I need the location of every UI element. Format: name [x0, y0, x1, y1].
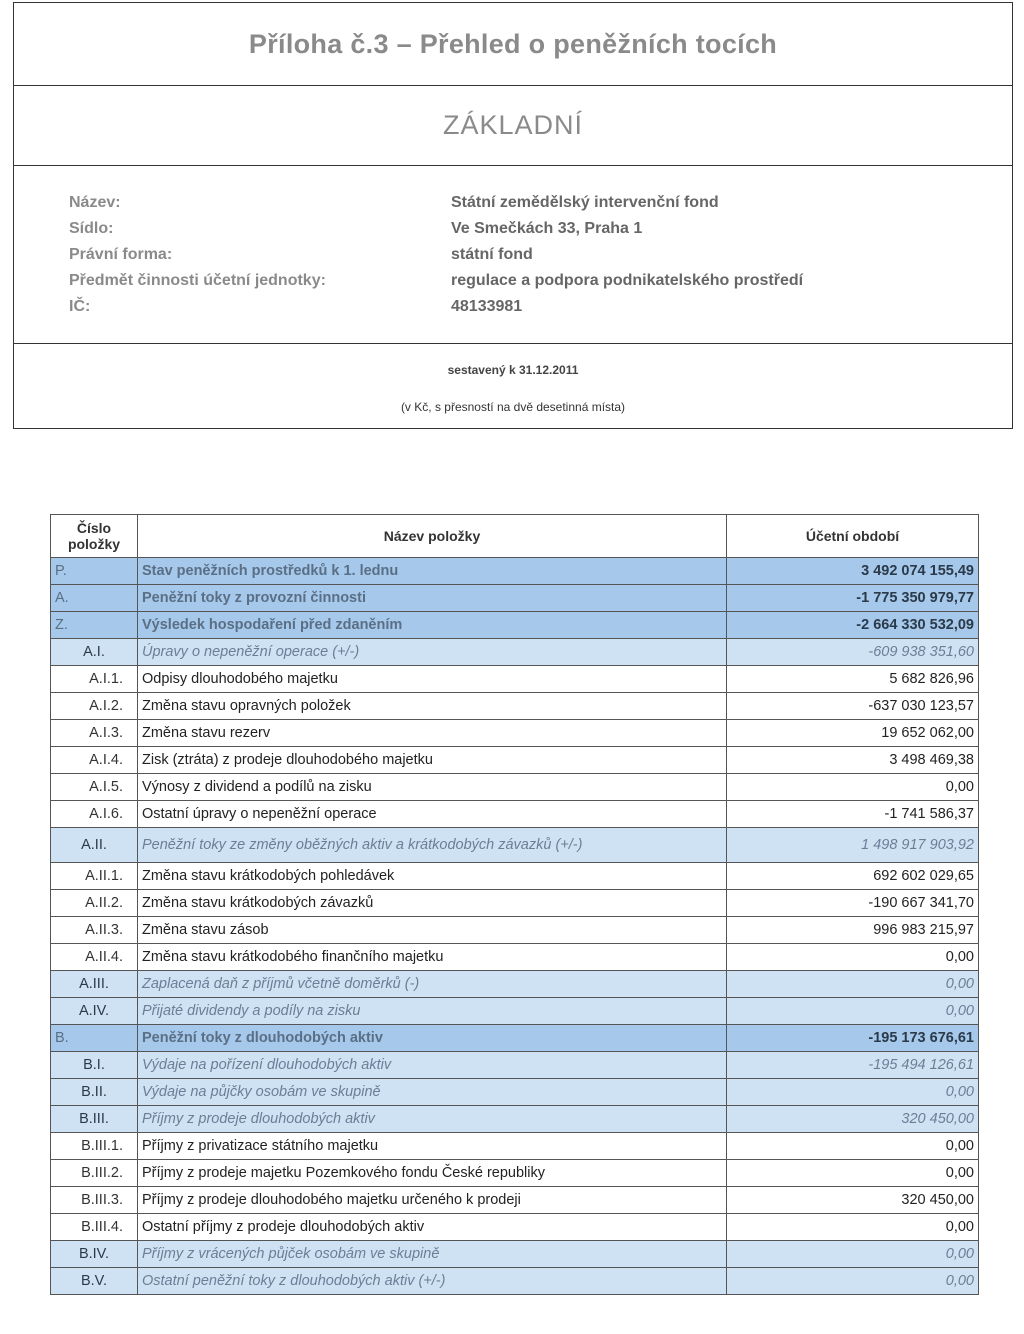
row-value: -195 494 126,61 [727, 1052, 979, 1079]
row-number: A.IV. [51, 998, 138, 1025]
row-name: Změna stavu rezerv [138, 720, 727, 747]
row-name: Přijaté dividendy a podíly na zisku [138, 998, 727, 1025]
info-row-id [14, 298, 1012, 324]
row-number: B. [51, 1025, 138, 1052]
table-header-row [51, 515, 979, 558]
row-value: 0,00 [727, 1079, 979, 1106]
row-name: Stav peněžních prostředků k 1. lednu [138, 558, 727, 585]
row-name: Příjmy z prodeje dlouhodobých aktiv [138, 1106, 727, 1133]
row-value: 0,00 [727, 774, 979, 801]
table-row [51, 1268, 979, 1295]
table-row [51, 1187, 979, 1214]
row-number: A.II.1. [51, 863, 138, 890]
info-label: IČ: [69, 298, 91, 315]
row-number: Z. [51, 612, 138, 639]
info-row-legal-form [14, 246, 1012, 272]
row-value: 320 450,00 [727, 1187, 979, 1214]
table-row [51, 917, 979, 944]
row-name: Peněžní toky ze změny oběžných aktiv a krátkodobých závazků (+/-) [138, 828, 727, 863]
table-row [51, 585, 979, 612]
row-number: A.II.4. [51, 944, 138, 971]
info-label: Předmět činnosti účetní jednotky: [69, 272, 326, 289]
row-number: B.III.3. [51, 1187, 138, 1214]
row-value: 320 450,00 [727, 1106, 979, 1133]
row-number: B.III.2. [51, 1160, 138, 1187]
row-name: Úpravy o nepeněžní operace (+/-) [138, 639, 727, 666]
row-number: B.III.1. [51, 1133, 138, 1160]
info-row-activity [14, 272, 1012, 298]
row-number: P. [51, 558, 138, 585]
row-value: -1 775 350 979,77 [727, 585, 979, 612]
table-row [51, 639, 979, 666]
row-name: Příjmy z prodeje dlouhodobého majetku určeného k prodeji [138, 1187, 727, 1214]
table-row [51, 1106, 979, 1133]
row-value: -190 667 341,70 [727, 890, 979, 917]
row-name: Zisk (ztráta) z prodeje dlouhodobého majetku [138, 747, 727, 774]
table-row [51, 801, 979, 828]
report-kind: ZÁKLADNÍ [442, 109, 584, 140]
row-number: A.II.3. [51, 917, 138, 944]
row-name: Změna stavu krátkodobého finančního majetku [138, 944, 727, 971]
row-value: -195 173 676,61 [727, 1025, 979, 1052]
row-value: -1 741 586,37 [727, 801, 979, 828]
period-section [14, 343, 1012, 429]
info-row-seat [14, 220, 1012, 246]
kind-section [14, 85, 1012, 166]
row-number: B.V. [51, 1268, 138, 1295]
row-value: -637 030 123,57 [727, 693, 979, 720]
row-value: 0,00 [727, 1241, 979, 1268]
table-row [51, 1160, 979, 1187]
table-row [51, 1214, 979, 1241]
table-row [51, 558, 979, 585]
row-name: Zaplacená daň z příjmů včetně doměrků (-) [138, 971, 727, 998]
row-value: 0,00 [727, 1160, 979, 1187]
table-row [51, 720, 979, 747]
row-name: Ostatní úpravy o nepeněžní operace [138, 801, 727, 828]
row-number: A.I.3. [51, 720, 138, 747]
units-note: (v Kč, s přesností na dvě desetinná místa) [400, 400, 626, 414]
row-value: 0,00 [727, 1133, 979, 1160]
row-number: A.III. [51, 971, 138, 998]
info-value: státní fond [451, 246, 533, 263]
row-number: A.I.1. [51, 666, 138, 693]
table-row [51, 998, 979, 1025]
row-value: 996 983 215,97 [727, 917, 979, 944]
header-number: Číslo položky [51, 515, 138, 558]
table-row [51, 1241, 979, 1268]
info-row-name [14, 194, 1012, 220]
info-value: 48133981 [451, 298, 523, 315]
row-name: Změna stavu zásob [138, 917, 727, 944]
row-number: B.II. [51, 1079, 138, 1106]
row-number: A.I. [51, 639, 138, 666]
row-number: A.I.5. [51, 774, 138, 801]
row-value: 19 652 062,00 [727, 720, 979, 747]
table-row [51, 971, 979, 998]
row-value: 3 492 074 155,49 [727, 558, 979, 585]
table-row [51, 944, 979, 971]
row-number: A. [51, 585, 138, 612]
info-label: Právní forma: [69, 246, 173, 263]
period-date: sestavený k 31.12.2011 [447, 363, 579, 377]
row-name: Změna stavu opravných položek [138, 693, 727, 720]
row-number: A.II.2. [51, 890, 138, 917]
table-row [51, 1025, 979, 1052]
table-row [51, 890, 979, 917]
page-title: Příloha č.3 – Přehled o peněžních tocích [248, 28, 778, 59]
header-value: Účetní období [727, 515, 979, 558]
table-row [51, 774, 979, 801]
row-number: A.I.6. [51, 801, 138, 828]
row-name: Výdaje na pořízení dlouhodobých aktiv [138, 1052, 727, 1079]
row-name: Příjmy z privatizace státního majetku [138, 1133, 727, 1160]
row-value: 3 498 469,38 [727, 747, 979, 774]
table-row [51, 828, 979, 863]
row-name: Výnosy z dividend a podílů na zisku [138, 774, 727, 801]
table-row [51, 666, 979, 693]
row-name: Příjmy z vrácených půjček osobám ve skupině [138, 1241, 727, 1268]
table-row [51, 863, 979, 890]
table-row [51, 1133, 979, 1160]
row-number: B.I. [51, 1052, 138, 1079]
row-number: A.I.2. [51, 693, 138, 720]
row-name: Peněžní toky z dlouhodobých aktiv [138, 1025, 727, 1052]
row-value: 0,00 [727, 1214, 979, 1241]
row-value: 0,00 [727, 971, 979, 998]
table-body [51, 558, 979, 1295]
row-name: Peněžní toky z provozní činnosti [138, 585, 727, 612]
row-name: Odpisy dlouhodobého majetku [138, 666, 727, 693]
info-value: regulace a podpora podnikatelského prostředí [451, 272, 804, 289]
table-row [51, 693, 979, 720]
info-value: Ve Smečkách 33, Praha 1 [451, 220, 643, 237]
row-name: Výsledek hospodaření před zdaněním [138, 612, 727, 639]
row-name: Změna stavu krátkodobých závazků [138, 890, 727, 917]
table-row [51, 1052, 979, 1079]
row-value: 1 498 917 903,92 [727, 828, 979, 863]
report-header [13, 2, 1013, 429]
row-number: B.III.4. [51, 1214, 138, 1241]
row-value: -2 664 330 532,09 [727, 612, 979, 639]
table-row [51, 747, 979, 774]
row-value: 0,00 [727, 944, 979, 971]
table-row [51, 1079, 979, 1106]
row-name: Změna stavu krátkodobých pohledávek [138, 863, 727, 890]
row-name: Ostatní příjmy z prodeje dlouhodobých aktiv [138, 1214, 727, 1241]
row-number: B.IV. [51, 1241, 138, 1268]
row-number: B.III. [51, 1106, 138, 1133]
title-section [14, 3, 1012, 86]
cash-flow-table [50, 514, 979, 1295]
row-name: Ostatní peněžní toky z dlouhodobých aktiv (+/-) [138, 1268, 727, 1295]
table-row [51, 612, 979, 639]
info-value: Státní zemědělský intervenční fond [451, 194, 719, 211]
info-label: Sídlo: [69, 220, 114, 237]
row-name: Příjmy z prodeje majetku Pozemkového fondu České republiky [138, 1160, 727, 1187]
row-name: Výdaje na půjčky osobám ve skupině [138, 1079, 727, 1106]
header-name: Název položky [138, 515, 727, 558]
info-label: Název: [69, 194, 121, 211]
row-value: 5 682 826,96 [727, 666, 979, 693]
row-value: 0,00 [727, 998, 979, 1025]
row-value: 0,00 [727, 1268, 979, 1295]
row-number: A.II. [51, 828, 138, 863]
entity-info [14, 165, 1012, 344]
row-value: -609 938 351,60 [727, 639, 979, 666]
row-value: 692 602 029,65 [727, 863, 979, 890]
row-number: A.I.4. [51, 747, 138, 774]
